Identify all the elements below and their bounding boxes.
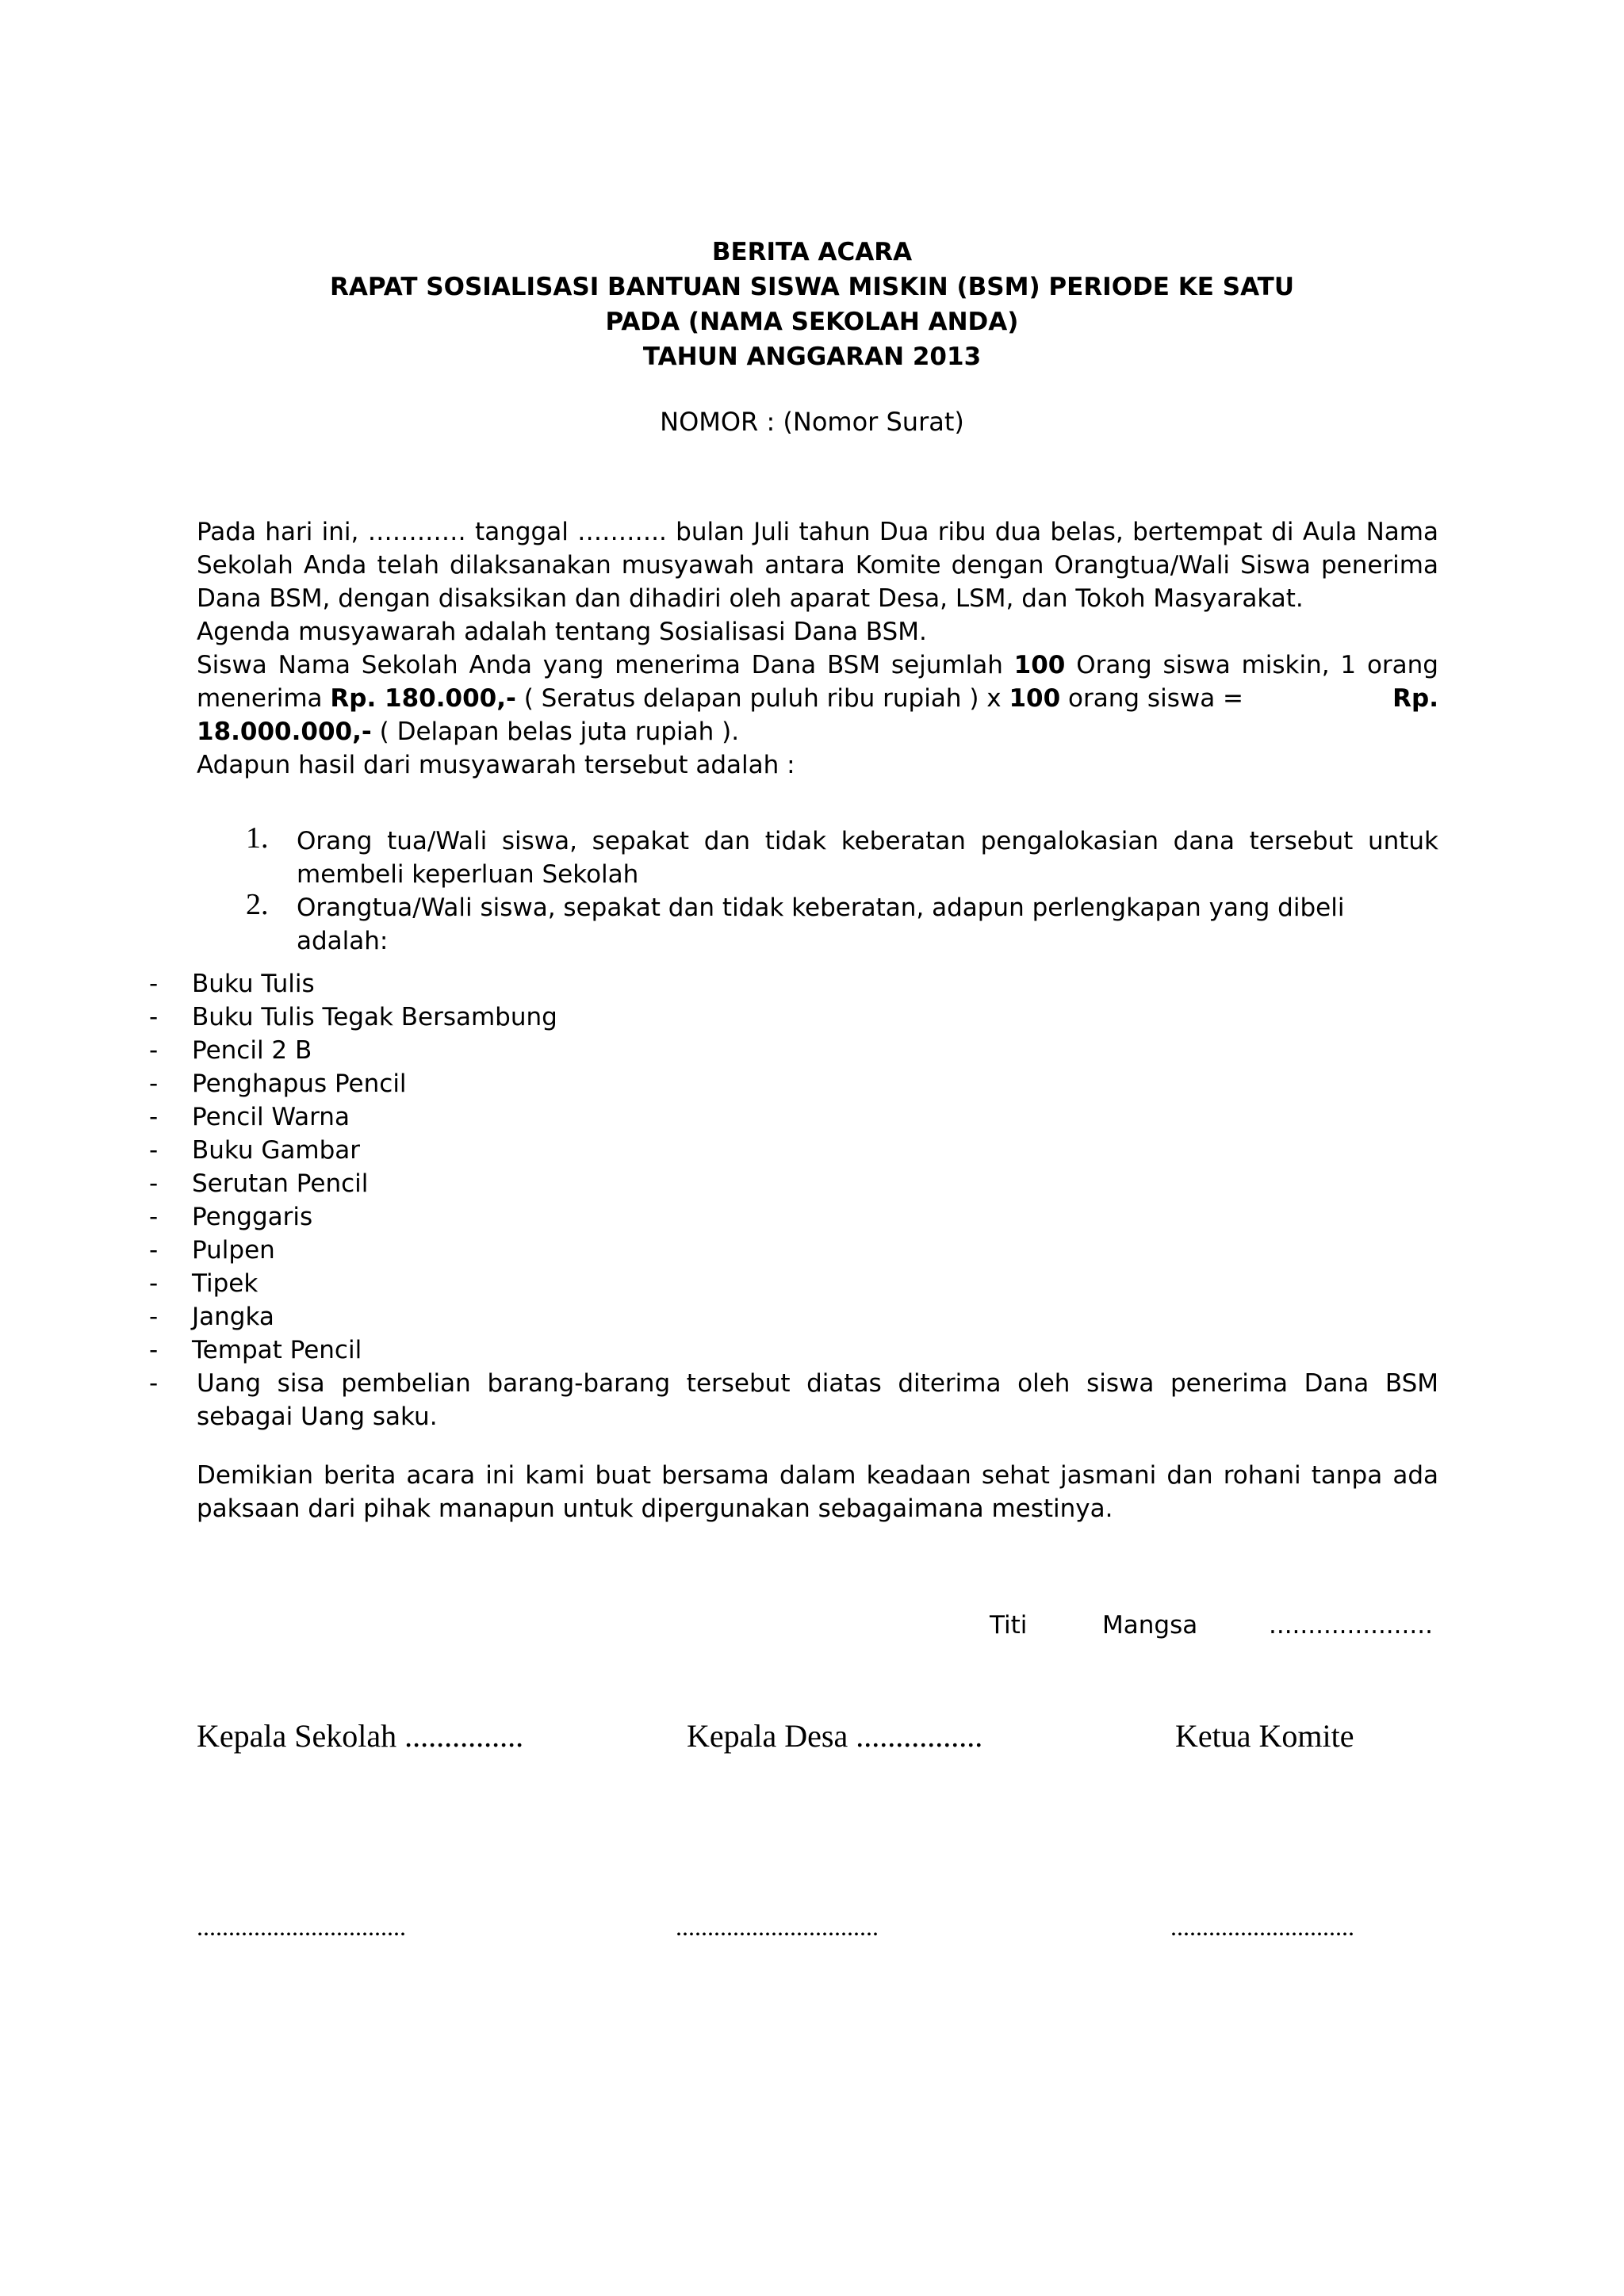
list-item — [149, 1367, 1442, 1433]
list-text: Orangtua/Wali siswa, sepakat dan tidak keberatan, adapun perlengkapan yang dibeli adalah: — [297, 894, 1345, 955]
item-text: Buku Tulis Tegak Bersambung — [192, 1003, 557, 1031]
item-text: Uang sisa pembelian barang-barang tersebut diatas diterima oleh siswa penerima Dana BSM sebagai Uang saku. — [197, 1369, 1438, 1431]
dash-bullet: - — [149, 1236, 159, 1265]
title-sekolah: PADA (NAMA SEKOLAH ANDA) — [605, 308, 1019, 336]
signature-line-3: ............................. — [1170, 1912, 1354, 1941]
dash-bullet: - — [149, 1203, 159, 1231]
numbered-item-1 — [246, 821, 1438, 891]
dash-bullet: - — [149, 970, 159, 998]
signature-line-1: ................................. — [197, 1912, 406, 1941]
text-span: Siswa Nama Sekolah Anda yang menerima Dana BSM sejumlah — [197, 651, 1014, 679]
item-text: Serutan Pencil — [192, 1169, 369, 1198]
bold-amount: Rp. 180.000,- — [330, 684, 516, 713]
list-item — [149, 1334, 1442, 1367]
signature-line-2: ................................ — [676, 1912, 879, 1941]
dash-bullet: - — [149, 1169, 159, 1198]
item-text: Pencil 2 B — [192, 1036, 312, 1065]
dash-bullet: - — [149, 1003, 159, 1031]
signature-kepala-desa: Kepala Desa ................ — [687, 1718, 983, 1754]
dash-bullet: - — [149, 1036, 159, 1065]
bold-total: 18.000.000,- — [197, 718, 372, 746]
document-number: NOMOR : (Nomor Surat) — [660, 407, 964, 437]
item-text: Buku Tulis — [192, 970, 315, 998]
bold-count: 100 — [1009, 684, 1061, 713]
item-text: Pencil Warna — [192, 1103, 350, 1131]
paragraph-line: Sekolah Anda telah dilaksanakan musyawah antara Komite dengan Orangtua/Wali Siswa penerima — [197, 551, 1438, 580]
list-text: Orang tua/Wali siswa, sepakat dan tidak keberatan pengalokasian dana tersebut untuk membeli keperluan Sekolah — [297, 827, 1438, 889]
text-span: orang siswa = — [1060, 684, 1244, 713]
titi-mangsa-dots: ..................... — [1269, 1611, 1433, 1640]
mangsa-label: Mangsa — [1102, 1611, 1198, 1640]
list-item — [149, 1267, 1442, 1300]
dash-bullet: - — [149, 1269, 159, 1298]
list-item — [149, 1200, 1442, 1234]
dash-bullet: - — [149, 1336, 159, 1364]
paragraph-line — [197, 682, 1438, 715]
item-text: Penggaris — [192, 1203, 313, 1231]
list-item — [149, 1134, 1442, 1167]
paragraph-line: Adapun hasil dari musyawarah tersebut adalah : — [197, 751, 795, 779]
paragraph-line: Dana BSM, dengan disaksikan dan dihadiri oleh aparat Desa, LSM, dan Tokoh Masyarakat. — [197, 584, 1304, 613]
list-item — [149, 1001, 1442, 1034]
text-span: ( Seratus delapan puluh ribu rupiah ) x — [515, 684, 1009, 713]
dash-bullet: - — [149, 1103, 159, 1131]
list-number: 2. — [246, 888, 269, 921]
list-item — [149, 1034, 1442, 1067]
item-text: Jangka — [192, 1303, 274, 1331]
title-tahun: TAHUN ANGGARAN 2013 — [642, 342, 982, 371]
list-number: 1. — [246, 821, 269, 855]
dash-bullet: - — [149, 1136, 159, 1165]
list-item — [149, 1167, 1442, 1200]
item-text: Buku Gambar — [192, 1136, 361, 1165]
dash-bullet: - — [149, 1070, 159, 1098]
list-item — [149, 1067, 1442, 1100]
closing-paragraph: Demikian berita acara ini kami buat bersama dalam keadaan sehat jasmani dan rohani tanpa ada paksaan dari pihak manapun untuk dipergunakan sebagaimana mestinya. — [197, 1461, 1438, 1523]
title-rapat: RAPAT SOSIALISASI BANTUAN SISWA MISKIN (BSM) PERIODE KE SATU — [330, 273, 1294, 301]
numbered-item-2 — [246, 888, 1438, 958]
paragraph-line — [197, 715, 1438, 748]
bold-currency: Rp. — [1392, 684, 1438, 713]
item-text: Tempat Pencil — [192, 1336, 362, 1364]
paragraph-line — [197, 649, 1438, 682]
bold-count: 100 — [1013, 651, 1066, 679]
list-item — [149, 1300, 1442, 1334]
dash-bullet: - — [149, 1303, 159, 1331]
signature-ketua-komite: Ketua Komite — [1175, 1718, 1354, 1754]
text-span: menerima — [197, 684, 331, 713]
list-item — [149, 967, 1442, 1001]
paragraph-line: Pada hari ini, ………… tanggal ……….. bulan Juli tahun Dua ribu dua belas, bertempat di Aula Nama — [197, 518, 1438, 546]
text-span: ( Delapan belas juta rupiah ). — [371, 718, 740, 746]
signature-kepala-sekolah: Kepala Sekolah ............... — [197, 1718, 524, 1754]
item-text: Pulpen — [192, 1236, 275, 1265]
item-text: Penghapus Pencil — [192, 1070, 407, 1098]
item-text: Tipek — [192, 1269, 259, 1298]
text-span: Orang siswa miskin, 1 orang — [1065, 651, 1438, 679]
paragraph-line: Agenda musyawarah adalah tentang Sosialisasi Dana BSM. — [197, 618, 927, 646]
opening-paragraph — [197, 515, 1438, 782]
list-item — [149, 1234, 1442, 1267]
titi-label: Titi — [990, 1611, 1028, 1640]
dash-bullet: - — [149, 1369, 159, 1398]
title-berita-acara: BERITA ACARA — [711, 238, 913, 266]
list-item — [149, 1100, 1442, 1134]
